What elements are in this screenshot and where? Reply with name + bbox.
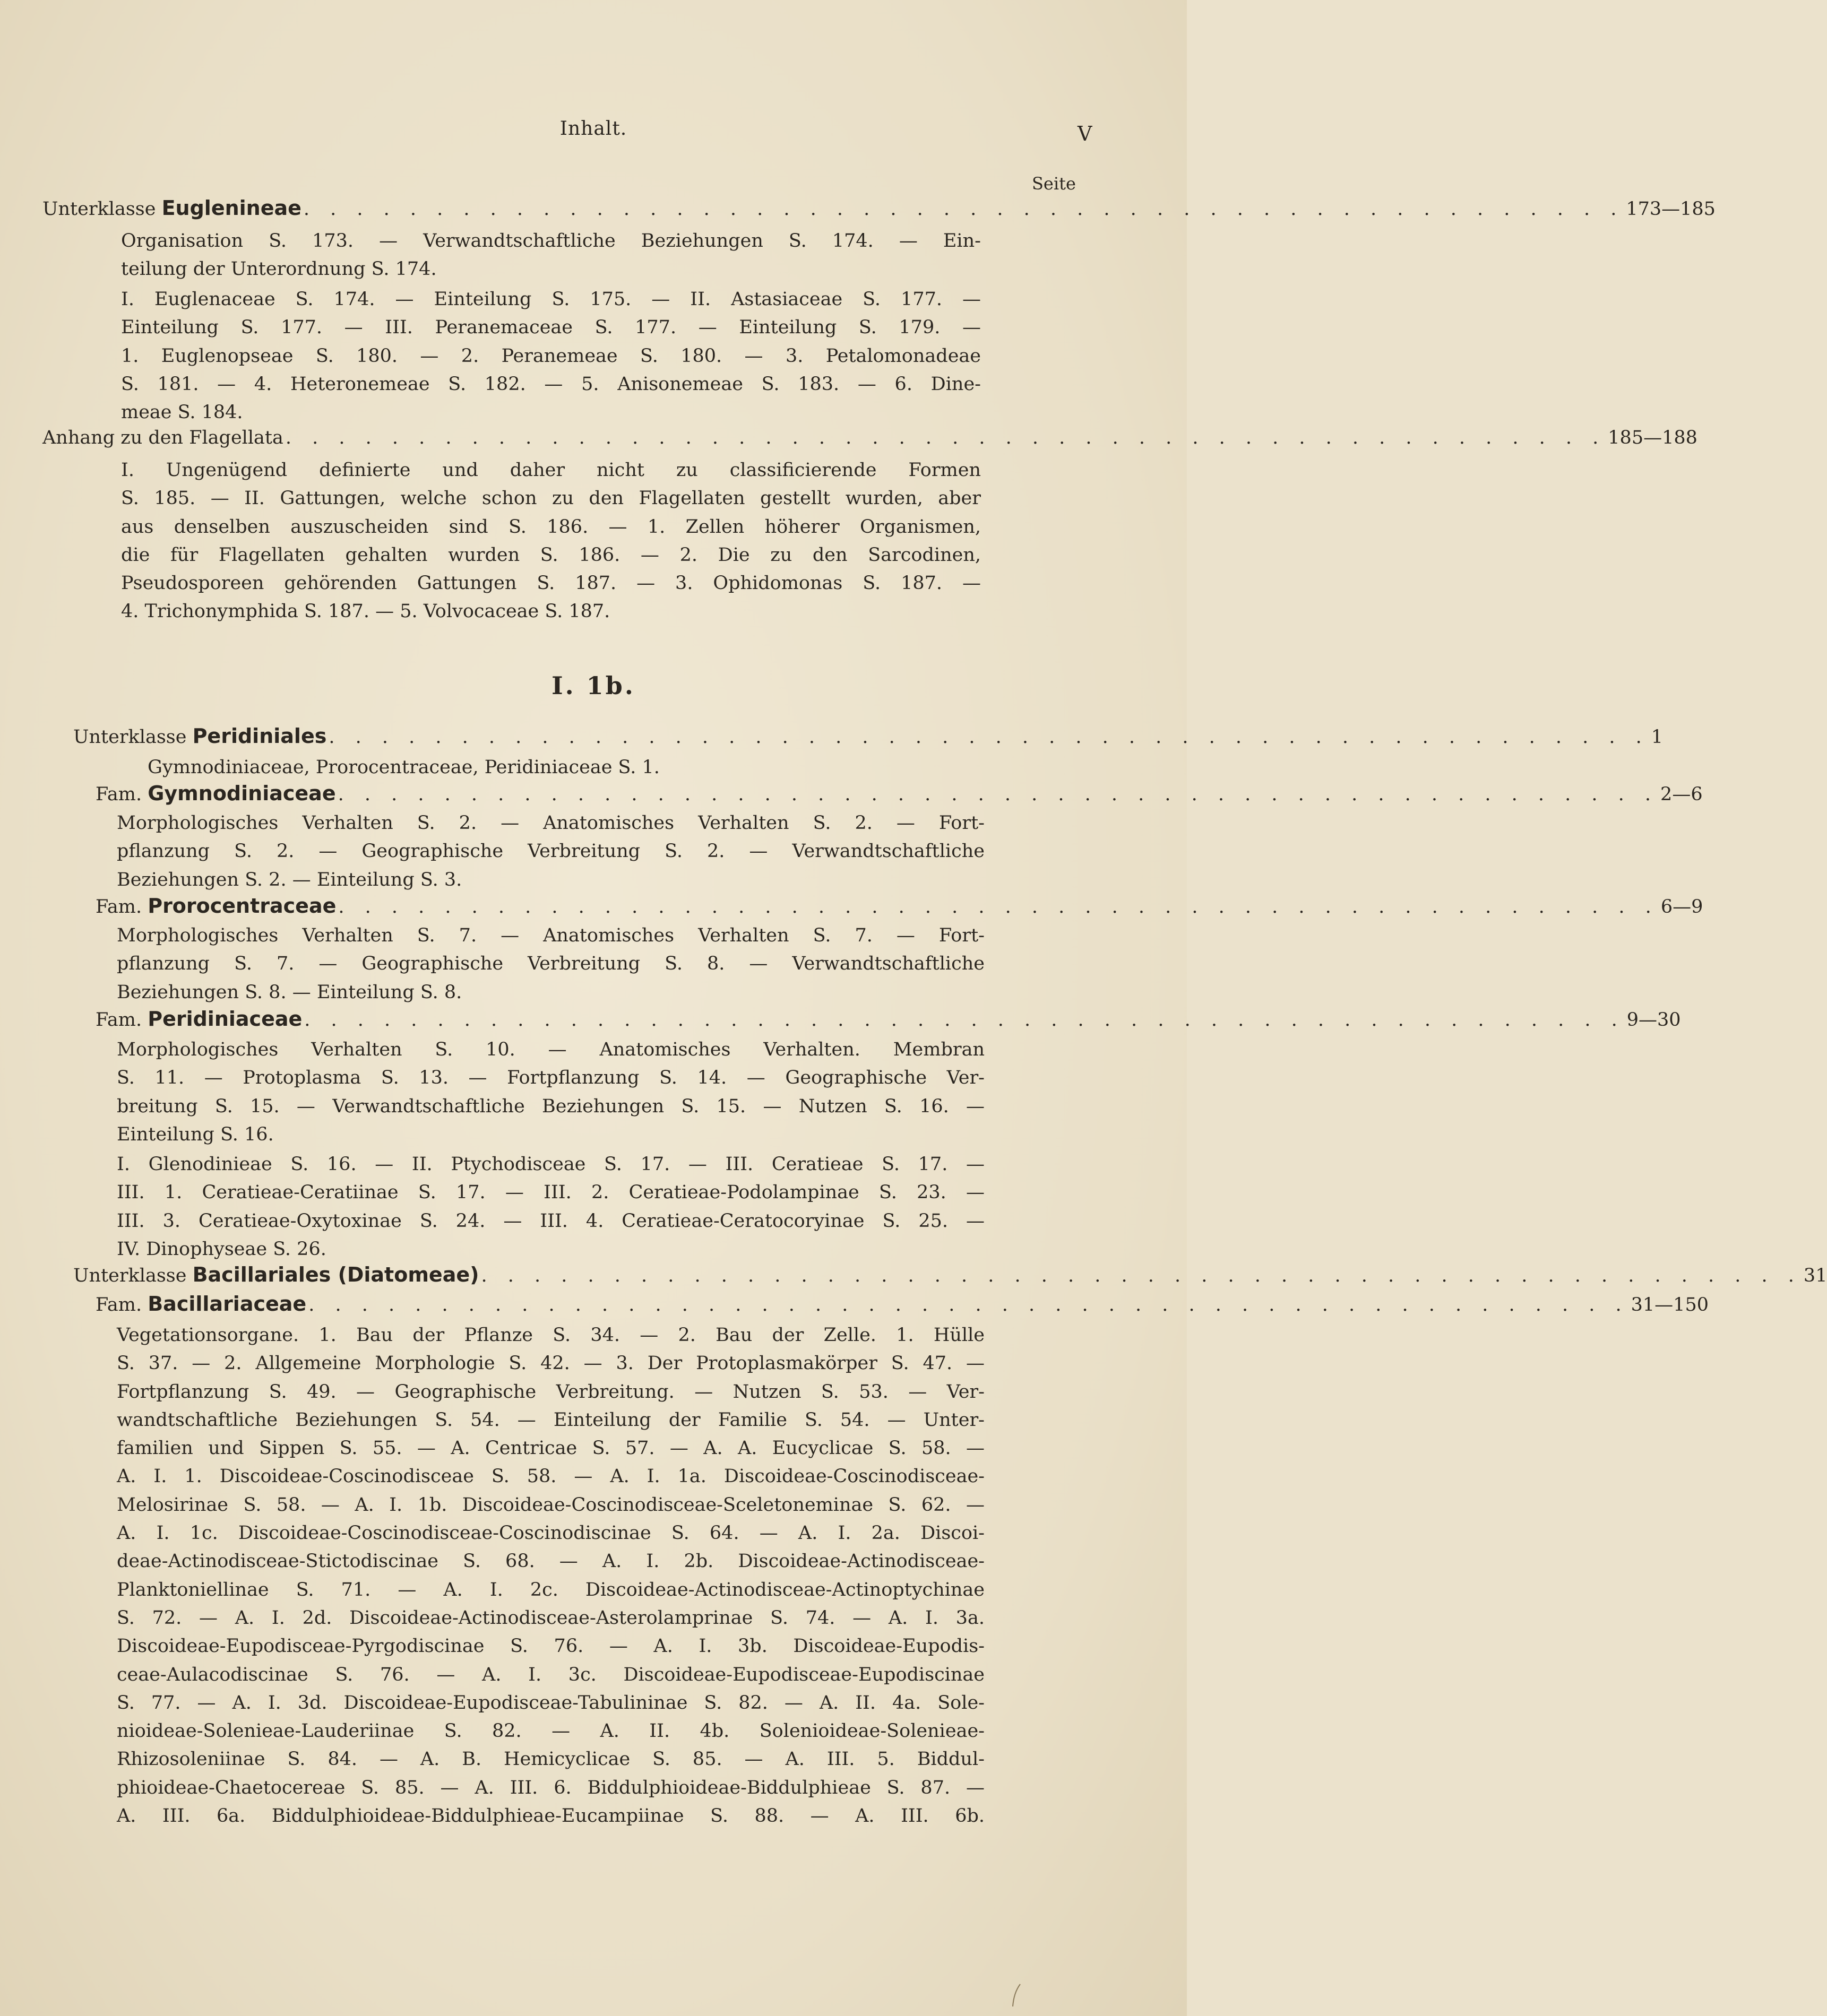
entry-pages: 6—9 xyxy=(1660,896,1703,918)
dot-leader: . . . . . . . . . . . . . . . . . . . . . . . . . . . . . . . . . . . . . . . . . . . . . . . . . . xyxy=(304,1009,1625,1031)
dot-leader: . . . . . . . . . . . . . . . . . . . . . . . . . . . . . . . . . . . . . . . . . . . . . . . . . . xyxy=(481,1265,1802,1286)
pencil-mark xyxy=(1009,1982,1024,2009)
entry-pages: 185—188 xyxy=(1608,427,1697,448)
entry-description: Vegetationsorgane. 1. Bau der Pflanze S. 34. — 2. Bau der Zelle. 1. Hülle S. 37. — 2. Allgemeine Morphologie S. 42. — 3. Der Protoplasmakörper S. 47. — Fortpflanzung S. 49. — Geographische Verbreitung. — Nutzen S. 53. — Ver- wandtschaftliche Beziehungen S. 54. — Einteilung der Familie S. 54. — Unter- familien und Sippen S. 55. — A. Centricae S. 57. — A. A. Eucyclicae S. 58. — A. I. 1. Discoideae-Coscinodisceae S. 58. — A. I. 1a. Discoideae-Coscinodisceae- Melosirinae S. 58. — A. I. 1b. Discoideae-Coscinodisceae-Sceletoneminae S. 62. — A. I. 1c. Discoideae-Coscinodisceae-Coscinodiscinae S. 64. — A. I. 2a. Discoi- deae-Actinodisceae-Stictodiscinae S. 68. — A. I. 2b. Discoideae-Actinodisceae- Planktoniellinae S. 71. — A. I. 2c. Discoideae-Actinodisceae-Actinoptychinae S. 72. — A. I. 2d. Discoideae-Actinodisceae-Asterolamprinae S. 74. — A. I. 3a. Discoideae-Eupodisceae-Pyrgodiscinae S. 76. — A. I. 3b. Discoideae-Eupodis- ceae-Aulacodiscinae S. 76. — A. I. 3c. Discoideae-Eupodisceae-Eupodiscinae S. 77. — A. I. 3d. Discoideae-Eupodisceae-Tabulininae S. 82. — A. II. 4a. Sole- nioideae-Solenieae-Lauderiinae S. 82. — A. II. 4b. Solenioideae-Solenieae- Rhizosoleniinae S. 84. — A. B. Hemicyclicae S. 85. — A. III. 5. Biddul- phioideae-Chaetocereae S. 85. — A. III. 6. Biddulphioideae-Biddulphieae S. 87. — A. III. 6a. Biddulphioideae-Biddulphieae-Eucampiinae S. 88. — A. III. 6b. xyxy=(117,1325,985,1827)
entry-title: Fam. Peridiniaceae xyxy=(96,1007,303,1031)
entry-description: Gymnodiniaceae, Prorocentraceae, Peridiniaceae S. 1. xyxy=(148,757,660,778)
toc-entry-prorocentraceae[interactable] xyxy=(96,894,1703,918)
seite-column-label: Seite xyxy=(1032,174,1076,194)
dot-leader: . . . . . . . . . . . . . . . . . . . . . . . . . . . . . . . . . . . . . . . . . . . . . . . . . . xyxy=(329,726,1649,748)
page-number: V xyxy=(1078,122,1092,145)
entry-description: I. Ungenügend definierte und daher nicht zu classificierende Formen S. 185. — II. Gattungen, welche schon zu den Flagellaten gestellt wurden, aber aus denselben auszuscheiden sind S. 186. — 1. Zellen höherer Organismen, die für Flagellaten gehalten wurden S. 186. — 2. Die zu den Sarcodinen, Pseudosporeen gehörenden Gattungen S. 187. — 3. Ophidomonas S. 187. — 4. Trichonymphida S. 187. — 5. Volvocaceae S. 187. xyxy=(121,460,981,622)
entry-description: Morphologisches Verhalten S. 7. — Anatomisches Verhalten S. 7. — Fort- pflanzung S. 7. — Geographische Verbreitung S. 8. — Verwandtschaftliche Beziehungen S. 8. — Einteilung S. 8. xyxy=(117,925,985,1003)
entry-pages: 31—150 xyxy=(1631,1294,1709,1316)
dot-leader: . . . . . . . . . . . . . . . . . . . . . . . . . . . . . . . . . . . . . . . . . . . . . . . . . . xyxy=(338,784,1659,805)
running-head: Inhalt. xyxy=(559,118,627,140)
toc-entry-bacillariales[interactable] xyxy=(73,1263,1827,1286)
toc-entry-anhang[interactable] xyxy=(42,427,1697,448)
entry-title: Fam. Bacillariaceae xyxy=(96,1292,307,1316)
entry-title: Unterklasse Peridiniales xyxy=(73,724,327,748)
dot-leader: . . . . . . . . . . . . . . . . . . . . . . . . . . . . . . . . . . . . . . . . . . . . . . . . . . xyxy=(338,896,1659,918)
dot-leader: . . . . . . . . . . . . . . . . . . . . . . . . . . . . . . . . . . . . . . . . . . . . . . . . . . xyxy=(308,1294,1629,1316)
toc-entry-euglenineae[interactable] xyxy=(42,196,1716,220)
entry-pages: 2—6 xyxy=(1660,784,1703,805)
entry-description: I. Glenodinieae S. 16. — II. Ptychodisceae S. 17. — III. Ceratieae S. 17. — III. 1. Ceratieae-Ceratiinae S. 17. — III. 2. Ceratieae-Podolampinae S. 23. — III. 3. Ceratieae-Oxytoxinae S. 24. — III. 4. Ceratieae-Ceratocoryinae S. 25. — IV. Dinophyseae S. 26. xyxy=(117,1154,985,1260)
toc-entry-peridiniales[interactable] xyxy=(73,724,1664,748)
toc-entry-peridiniaceae[interactable] xyxy=(96,1007,1681,1031)
entry-title: Fam. Gymnodiniaceae xyxy=(96,782,336,805)
toc-entry-bacillariaceae[interactable] xyxy=(96,1292,1709,1316)
entry-title: Unterklasse Bacillariales (Diatomeae) xyxy=(73,1263,479,1286)
toc-entry-gymnodiniaceae[interactable] xyxy=(96,782,1703,805)
section-heading: I. 1b. xyxy=(551,671,635,700)
entry-pages: 1 xyxy=(1651,726,1664,748)
dot-leader: . . . . . . . . . . . . . . . . . . . . . . . . . . . . . . . . . . . . . . . . . . . . . . . . . . xyxy=(285,427,1606,448)
entry-pages: 9—30 xyxy=(1626,1009,1681,1031)
entry-description: I. Euglenaceae S. 174. — Einteilung S. 175. — II. Astasiaceae S. 177. — Einteilung S. 177. — III. Peranemaceae S. 177. — Einteilung S. 179. — 1. Euglenopseae S. 180. — 2. Peranemeae S. 180. — 3. Petalomonadeae S. 181. — 4. Heteronemeae S. 182. — 5. Anisonemeae S. 183. — 6. Dine- meae S. 184. xyxy=(121,289,981,423)
entry-description: Organisation S. 173. — Verwandtschaftliche Beziehungen S. 174. — Ein- teilung der Unterordnung S. 174. xyxy=(121,230,981,280)
entry-title: Anhang zu den Flagellata xyxy=(42,427,283,448)
entry-description: Morphologisches Verhalten S. 10. — Anatomisches Verhalten. Membran S. 11. — Protoplasma S. 13. — Fortpflanzung S. 14. — Geographische Ver- breitung S. 15. — Verwandtschaftliche Beziehungen S. 15. — Nutzen S. 16. — Einteilung S. 16. xyxy=(117,1039,985,1145)
entry-title: Unterklasse Euglenineae xyxy=(42,196,301,220)
entry-pages: 31 xyxy=(1803,1265,1827,1286)
dot-leader: . . . . . . . . . . . . . . . . . . . . . . . . . . . . . . . . . . . . . . . . . . . . . . . . . . xyxy=(303,198,1624,220)
entry-title: Fam. Prorocentraceae xyxy=(96,894,337,918)
entry-pages: 173—185 xyxy=(1626,198,1716,220)
entry-description: Morphologisches Verhalten S. 2. — Anatomisches Verhalten S. 2. — Fort- pflanzung S. 2. — Geographische Verbreitung S. 2. — Verwandtschaftliche Beziehungen S. 2. — Einteilung S. 3. xyxy=(117,812,985,890)
